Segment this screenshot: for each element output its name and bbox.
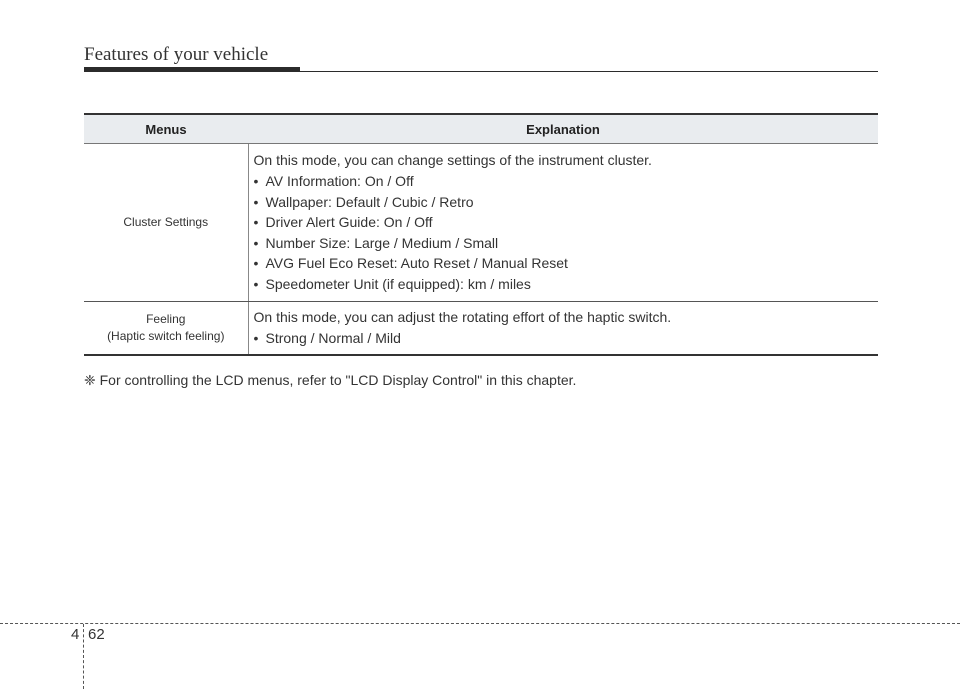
footer-dashed-divider [83, 624, 84, 689]
column-header-menus: Menus [84, 114, 248, 144]
list-item: • AVG Fuel Eco Reset: Auto Reset / Manual Reset [254, 253, 879, 274]
explanation-intro: On this mode, you can adjust the rotating effort of the haptic switch. [253, 309, 672, 325]
bullet-icon: • [253, 214, 259, 230]
menus-table [84, 113, 878, 356]
list-item: • Speedometer Unit (if equipped): km / miles [254, 274, 879, 295]
bullet-icon: • [253, 275, 259, 292]
explanation-cell [248, 144, 878, 302]
list-item: • Wallpaper: Default / Cubic / Retro [254, 192, 879, 213]
menu-label: Cluster Settings [123, 215, 209, 229]
page-header-title: Features of your vehicle [84, 44, 269, 65]
menu-label: Feeling [146, 311, 186, 326]
menu-cell-feeling [84, 302, 248, 355]
chapter-number: 4 [71, 626, 80, 643]
footer-dashed-rule [0, 623, 960, 624]
bullet-icon: • [253, 234, 259, 251]
bullet-icon: • [253, 193, 259, 210]
header-rule [300, 71, 878, 72]
table-row [84, 302, 878, 355]
column-header-explanation: Explanation [248, 114, 878, 144]
list-item: • AV Information: On / Off [254, 171, 879, 192]
menu-sublabel: (Haptic switch feeling) [107, 328, 225, 343]
list-item: • Driver Alert Guide: On / Off [254, 212, 879, 233]
bullet-icon: • [253, 173, 259, 189]
table-header-row [84, 114, 878, 144]
bullet-icon: • [253, 330, 259, 346]
explanation-intro: On this mode, you can change settings of the instrument cluster. [253, 152, 652, 168]
header-bar [84, 67, 300, 72]
footnote: ❈ For controlling the LCD menus, refer to "LCD Display Control" in this chapter. [84, 372, 577, 388]
page-number: 62 [88, 626, 105, 643]
list-item: • Strong / Normal / Mild [254, 328, 879, 349]
table-row [84, 144, 878, 302]
list-item: • Number Size: Large / Medium / Small [254, 233, 879, 254]
menu-cell-cluster-settings [84, 144, 248, 302]
bullet-icon: • [253, 255, 259, 271]
explanation-cell [248, 302, 878, 355]
